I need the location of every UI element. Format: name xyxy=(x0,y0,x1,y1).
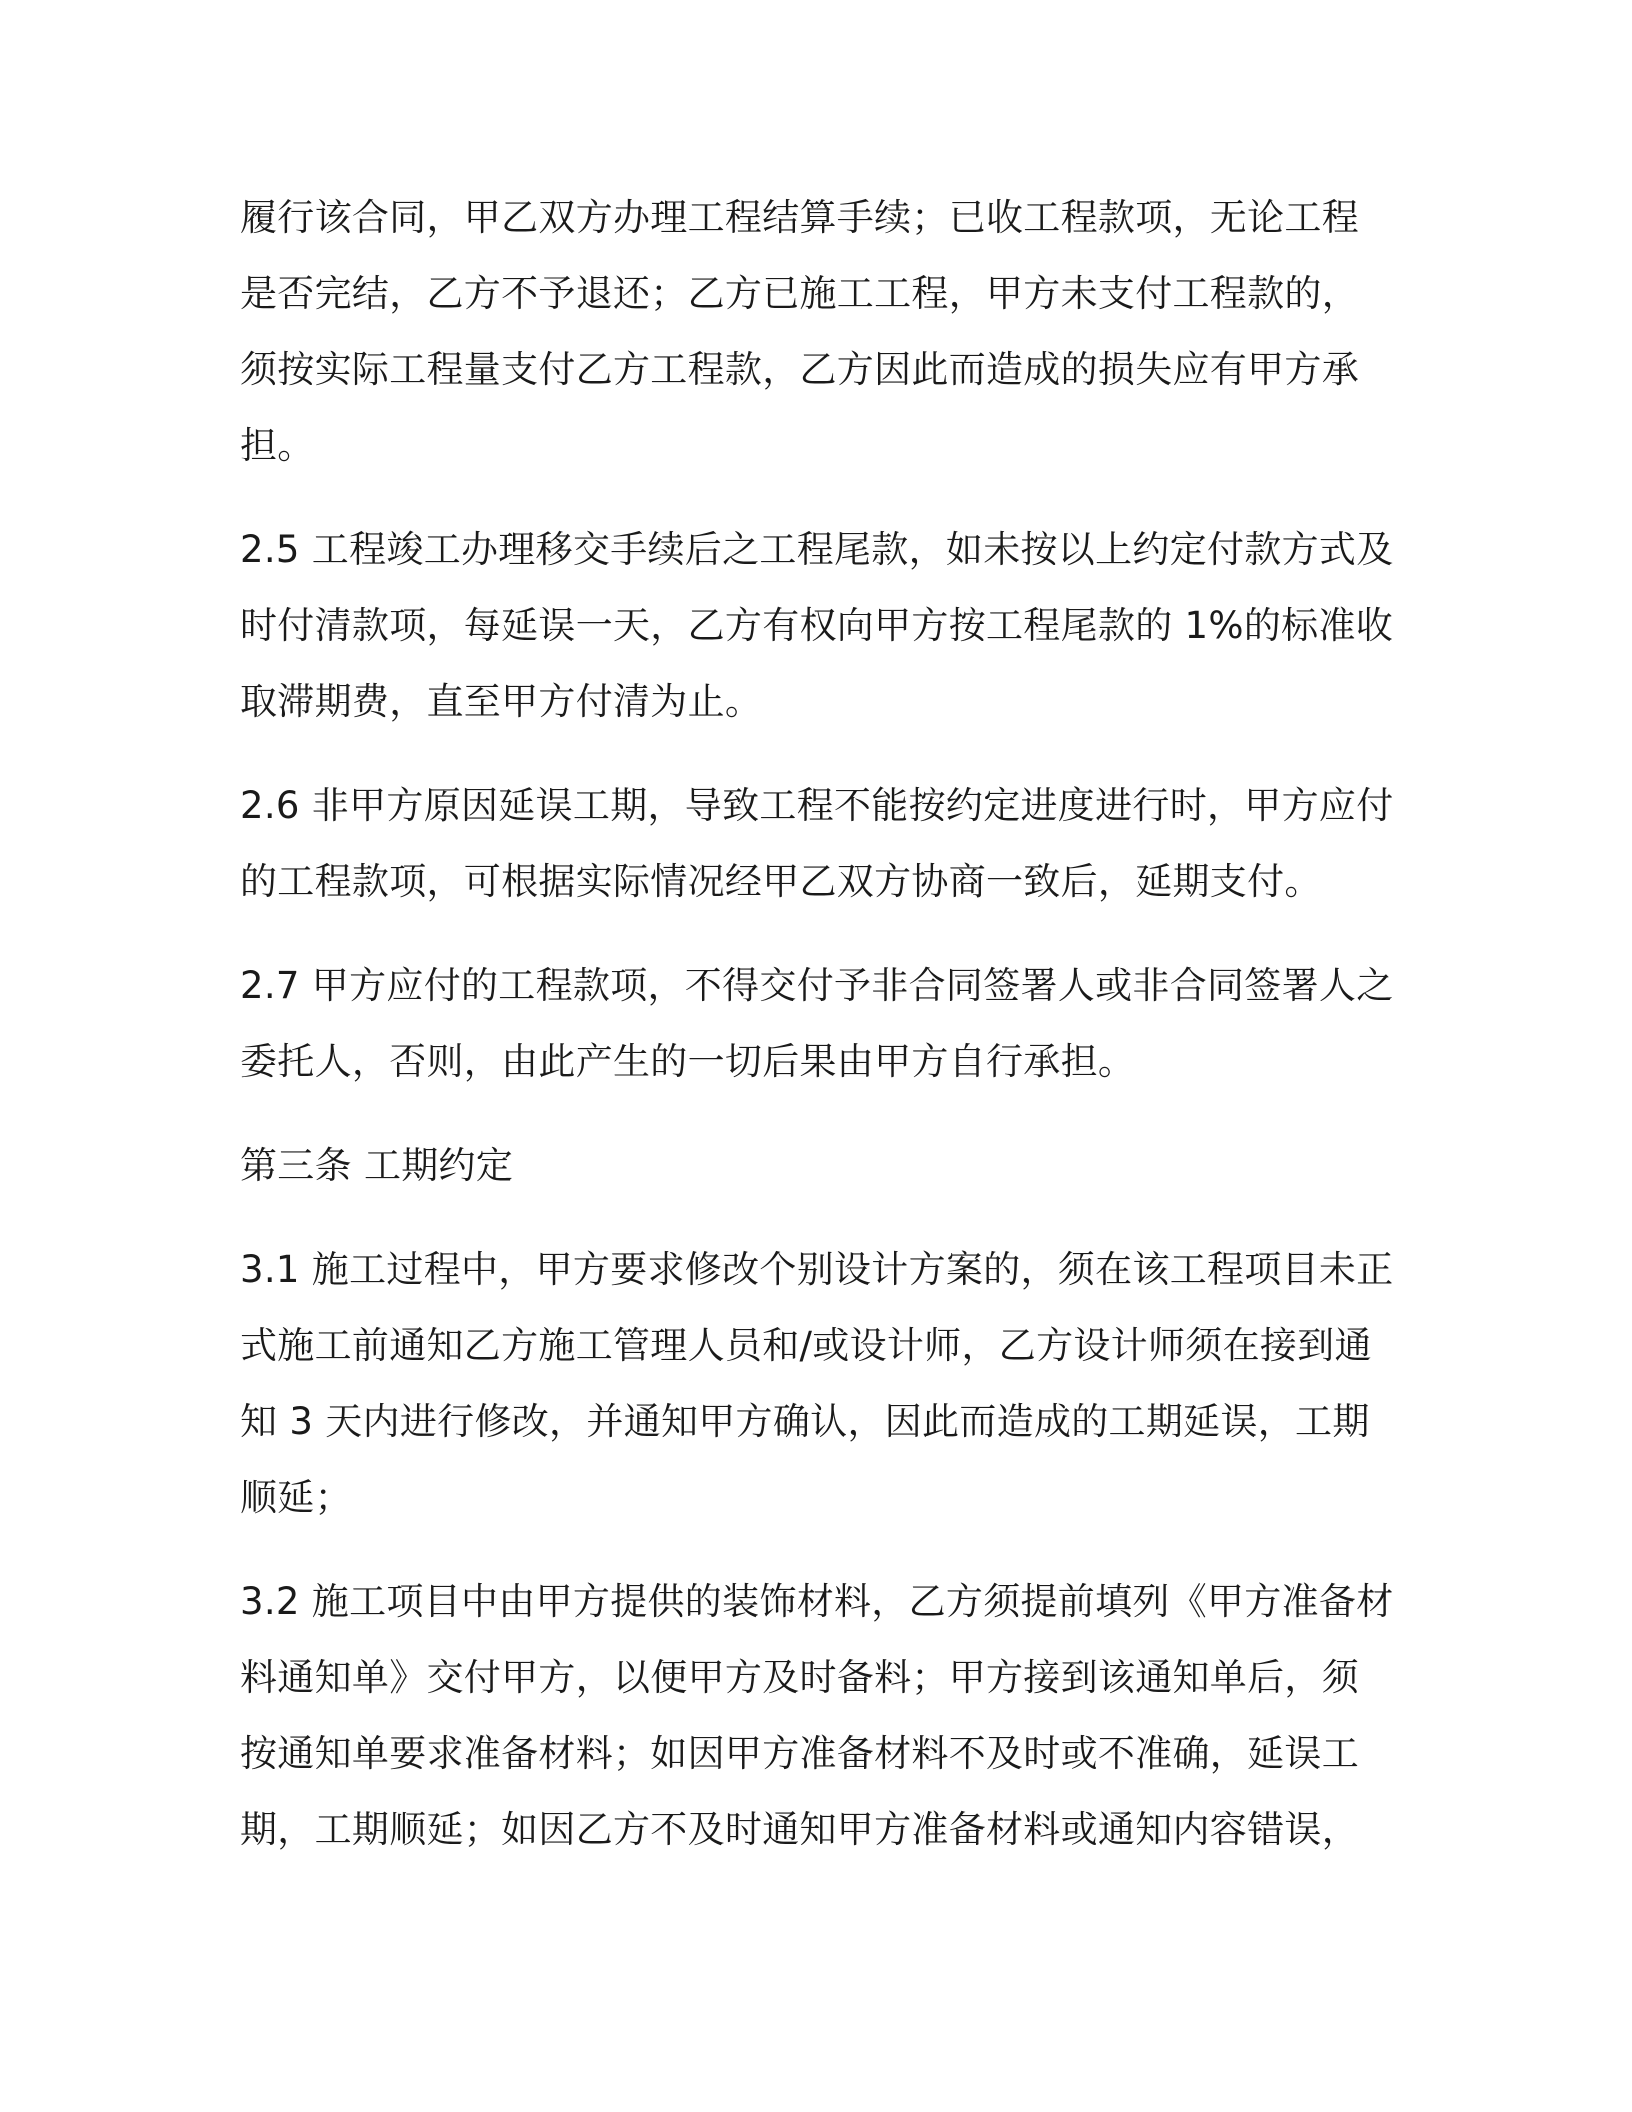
paragraph-line: 知 3 天内进行修改，并通知甲方确认，因此而造成的工期延误，工期 xyxy=(240,1400,1370,1443)
paragraph-line: 料通知单》交付甲方，以便甲方及时备料；甲方接到该通知单后，须 xyxy=(240,1656,1359,1699)
paragraph-line: 时付清款项，每延误一天，乙方有权向甲方按工程尾款的 1%的标准收 xyxy=(240,604,1394,647)
paragraph-line: 期，工期顺延；如因乙方不及时通知甲方准备材料或通知内容错误， xyxy=(240,1808,1359,1851)
paragraph-line: 2.5 工程竣工办理移交手续后之工程尾款，如未按以上约定付款方式及 xyxy=(240,528,1394,571)
paragraph-line: 担。 xyxy=(240,424,315,467)
paragraph-line: 按通知单要求准备材料；如因甲方准备材料不及时或不准确，延误工 xyxy=(240,1732,1359,1775)
paragraph-line: 3.2 施工项目中由甲方提供的装饰材料，乙方须提前填列《甲方准备材 xyxy=(240,1580,1394,1623)
paragraph-line: 2.6 非甲方原因延误工期，导致工程不能按约定进度进行时，甲方应付 xyxy=(240,784,1394,827)
paragraph-line: 须按实际工程量支付乙方工程款，乙方因此而造成的损失应有甲方承 xyxy=(240,348,1359,391)
paragraph-line: 顺延； xyxy=(240,1476,352,1519)
paragraph-line: 2.7 甲方应付的工程款项，不得交付予非合同签署人或非合同签署人之 xyxy=(240,964,1394,1007)
paragraph-line: 式施工前通知乙方施工管理人员和/或设计师，乙方设计师须在接到通 xyxy=(240,1324,1372,1367)
paragraph-line: 3.1 施工过程中，甲方要求修改个别设计方案的，须在该工程项目未正 xyxy=(240,1248,1394,1291)
paragraph-line: 第三条 工期约定 xyxy=(240,1144,514,1187)
paragraph-line: 的工程款项，可根据实际情况经甲乙双方协商一致后，延期支付。 xyxy=(240,860,1322,903)
paragraph-line: 履行该合同，甲乙双方办理工程结算手续；已收工程款项，无论工程 xyxy=(240,196,1359,239)
paragraph-line: 取滞期费，直至甲方付清为止。 xyxy=(240,680,763,723)
paragraph-line: 是否完结，乙方不予退还；乙方已施工工程，甲方未支付工程款的， xyxy=(240,272,1359,315)
paragraph-line: 委托人，否则，由此产生的一切后果由甲方自行承担。 xyxy=(240,1040,1136,1083)
